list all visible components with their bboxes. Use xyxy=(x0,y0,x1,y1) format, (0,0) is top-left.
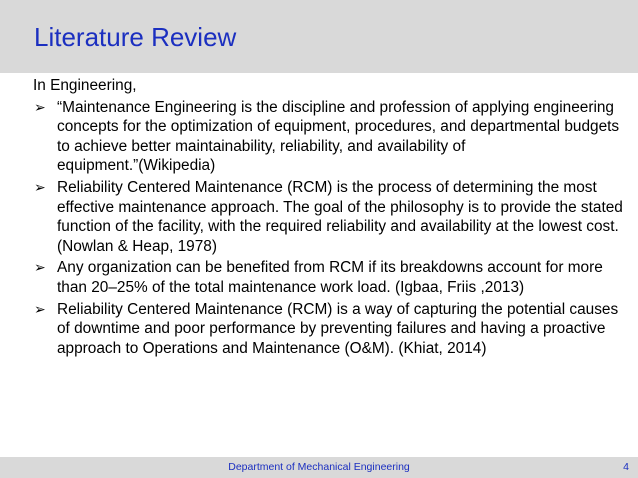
bullet-text: Reliability Centered Maintenance (RCM) is a way of capturing the potential causes of downtime and poor performance by preventing failures and having a proactive approach to Operations and Maintenance (O&M). (Khiat, 2014) xyxy=(57,300,619,357)
arrow-bullet-icon: ➢ xyxy=(34,300,46,317)
bullet-item xyxy=(33,258,623,297)
intro-text: In Engineering, xyxy=(33,77,137,94)
slide-content xyxy=(33,76,623,360)
arrow-bullet-icon: ➢ xyxy=(34,98,46,115)
bullet-text: “Maintenance Engineering is the discipline and profession of applying engineering concepts for the optimization of equipment, procedures, and departmental budgets to achieve better maintainability, reliability, and availability of equipment.”(Wikipedia) xyxy=(57,98,620,175)
footer-department: Department of Mechanical Engineering xyxy=(228,461,410,473)
slide-title: Literature Review xyxy=(34,22,237,52)
bullet-item xyxy=(33,98,623,176)
arrow-bullet-icon: ➢ xyxy=(34,259,46,276)
title-bar xyxy=(0,0,638,73)
page-number: 4 xyxy=(623,461,629,473)
bullet-list xyxy=(33,98,623,359)
bullet-text: Reliability Centered Maintenance (RCM) is the process of determining the most effective maintenance approach. The goal of the philosophy is to provide the stated function of the facility, with the required reliability and availability at the lowest cost. (Nowlan & Heap, 1978) xyxy=(57,178,623,255)
bullet-item xyxy=(33,300,623,359)
bullet-item xyxy=(33,178,623,256)
footer-bar xyxy=(0,457,638,478)
bullet-text: Any organization can be benefited from RCM if its breakdowns account for more than 20–25% of the total maintenance work load. (Igbaa, Friis ,2013) xyxy=(57,259,603,296)
arrow-bullet-icon: ➢ xyxy=(34,178,46,195)
